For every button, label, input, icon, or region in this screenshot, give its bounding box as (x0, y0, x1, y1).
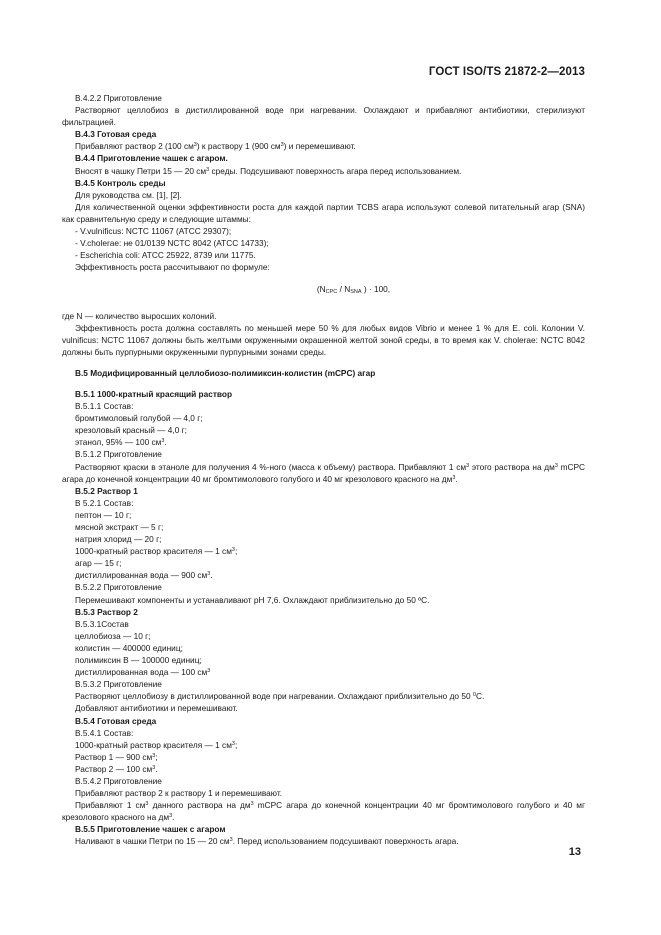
section-b44-text: Вносят в чашку Петри 15 — 20 $см^3$ среды. Подсушивают поверхность агара перед использованием. (75, 165, 462, 176)
efficiency-formula: ($N_{CPC} / N_{SNA}$ ) · 100, (316, 284, 391, 296)
strain-item: - Escherichia coli: ATCC 25922, 8739 или 11775. (75, 250, 256, 261)
ingredient-item: этанол, 95% — 100 $см^3$. (75, 437, 167, 448)
document-header: ГОСТ ISO/TS 21872-2—2013 (428, 66, 585, 78)
section-b522: B.5.2.2 Приготовление (75, 582, 162, 593)
ingredient-item: Раствор 2 — 100 $см^3$. (75, 763, 158, 774)
ingredient-item: 1000-кратный раствор красителя — 1 $см^3$; (75, 739, 238, 750)
strain-item: - V.cholerae: не 01/0139 NCTC 8042 (ATCC 14733); (75, 238, 269, 249)
section-b512-text: Растворяют краски в этаноле для получения 4 %-ного (масса к объему) раствора. Прибавляют 1 $см^3$ этого раствора на $дм^3$ mCPC агара до конечной концентрации 40 мг бромтимолового голубого и 40 мг крезолового красного на $дм^3$. (62, 461, 585, 484)
section-b521: B 5.2.1 Состав: (75, 497, 134, 508)
section-b44-title: B.4.4 Приготовление чашек с агаром. (75, 153, 228, 164)
strain-item: - V.vulnificus: NCTC 11067 (ATCC 29307); (75, 226, 232, 237)
ingredient-item: мясной экстракт — 5 г; (75, 522, 164, 532)
section-b522-text: Перемешивают компоненты и устанавливают pH 7,6. Охлаждают приблизительно до 50 ºС. (75, 594, 430, 605)
section-b542-text2: Прибавляют 1 $см^3$ данного раствора на $дм^3$ mCPC агара до конечной концентрации 40 мг бромтимолового голубого и 40 мг крезолового красного на $дм^3$. (62, 800, 586, 823)
section-b542-text: Прибавляют раствор 2 к раствору 1 и перемешивают. (75, 788, 283, 799)
section-b51-title: B.5.1 1000-кратный красящий раствор (75, 388, 233, 399)
section-b45-text: Для руководства см. [1], [2]. (75, 189, 182, 200)
section-b45-title: B.4.5 Контроль среды (75, 177, 166, 188)
ingredient-item: бромтимоловый голубой — 4,0 г; (75, 413, 203, 424)
section-b541: B.5.4.1 Состав: (75, 727, 134, 738)
section-b52-title: B.5.2 Раствор 1 (75, 485, 138, 496)
ingredient-item: Раствор 1 — 900 $см^3$; (75, 751, 158, 762)
ingredient-item: целлобиоза — 10 г; (75, 630, 151, 641)
ingredient-item: дистиллированная вода — 900 $см^3$. (75, 570, 213, 581)
section-b45-efficiency: Для количественной оценки эффективности роста для каждой партии TCBS агара используют солевой питательный агар (SNA) как сравнительную среду и следующие штаммы: (62, 201, 585, 224)
page-number: 13 (568, 846, 581, 858)
ingredient-item: пептон — 10 г; (75, 509, 132, 520)
section-b532-text: Растворяют целлобиозу в дистиллированной воде при нагревании. Охлаждают приблизительно до 50 $^0$С. (75, 691, 485, 702)
ingredient-item: крезоловый красный — 4,0 г; (75, 425, 187, 436)
section-b512: B.5.1.2 Приготовление (75, 449, 162, 460)
section-b532: B.5.3.2 Приготовление (75, 679, 162, 690)
ingredient-item: колистин — 400000 единиц; (75, 642, 183, 653)
section-b55-title: B.5.5 Приготовление чашек с агаром (75, 824, 226, 835)
section-b422-text: Растворяют целлобиоз в дистиллированной воде при нагревании. Охлаждают и прибавляют антибиотики, стерилизуют фильтрацией. (62, 105, 585, 128)
efficiency-requirement: Эффективность роста должна составлять по меньшей мере 50 % для любых видов Vibrio и менее 1 % для E. coli. Колонии V. vulnificus: NCTC 11067 должны быть желтыми окруженными окрашенной желтой зоной среды, в то время как V. cholerae: NCTC 8042 должны быть пурпурными окруженными пурпурными зонами среды. (62, 322, 585, 357)
section-b43-text: Прибавляют раствор 2 (100 $см^3$) к раствору 1 (900 $см^3$) и перемешивают. (75, 141, 356, 152)
section-b54-title: B.5.4 Готовая среда (75, 715, 157, 726)
section-b532-text2: Добавляют антибиотики и перемешивают. (75, 703, 238, 714)
section-b53-title: B.5.3 Раствор 2 (75, 606, 138, 617)
page-body (62, 92, 585, 848)
section-b5-title: B.5 Модифицированный целлобиозо-полимиксин-колистин (mCPC) агар (75, 367, 376, 378)
section-b55-text: Наливают в чашки Петри по 15 — 20 $см^3$. Перед использованием подсушивают поверхность агара. (75, 836, 459, 847)
section-b43-title: B.4.3 Готовая среда (75, 129, 157, 140)
ingredient-item: натрия хлорид — 20 г; (75, 534, 162, 545)
section-b531: B.5.3.1Состав (75, 618, 129, 629)
ingredient-item: 1000-кратный раствор красителя — 1 $см^3$; (75, 546, 238, 557)
formula-where: где N — количество выросших колоний. (62, 310, 217, 321)
ingredient-item: агар — 15 г; (75, 558, 122, 569)
section-b542: B.5.4.2 Приготовление (75, 775, 162, 786)
section-b511: B.5.1.1 Состав: (75, 401, 134, 412)
section-b422-title: B.4.2.2 Приготовление (75, 93, 162, 103)
ingredient-item: полимиксин В — 100000 единиц; (75, 655, 202, 666)
ingredient-item: дистиллированная вода — 100 $см^3$ (75, 667, 211, 678)
formula-intro: Эффективность роста рассчитывают по формуле: (75, 262, 270, 273)
